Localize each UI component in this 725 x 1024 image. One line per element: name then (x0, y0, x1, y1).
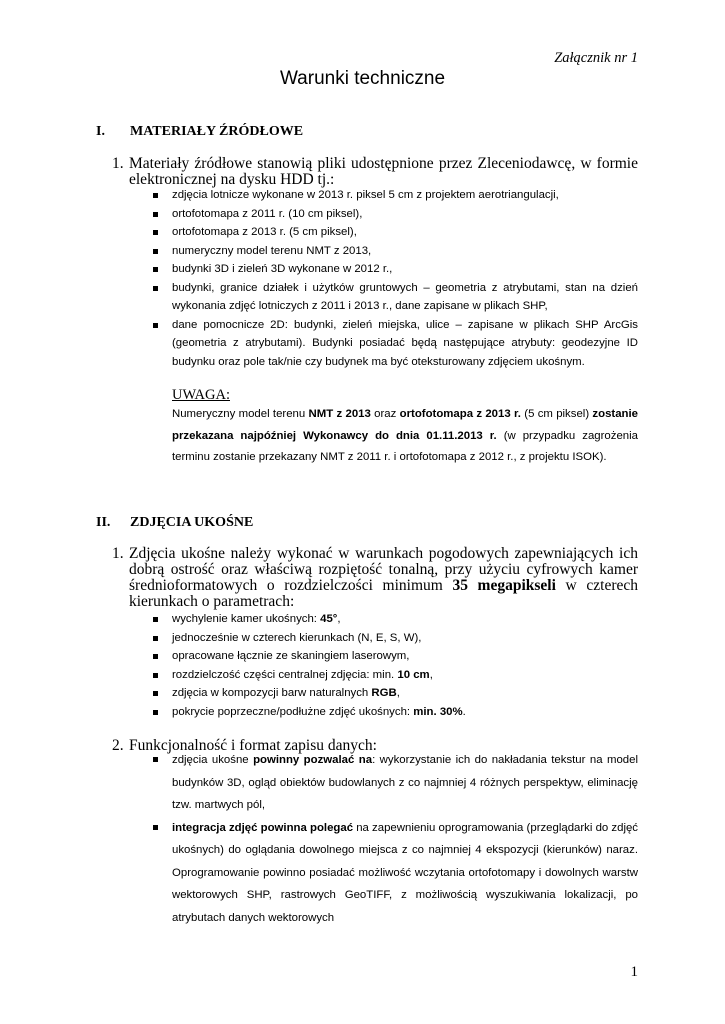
source-materials-list (150, 186, 638, 371)
section-2-heading (96, 515, 253, 531)
paragraph-number: 1. (112, 155, 124, 172)
paragraph-text (112, 546, 638, 610)
list-item: numeryczny model terenu NMT z 2013, (150, 242, 638, 261)
note-bold-part: NMT z 2013 (308, 408, 371, 420)
paragraph-text: Funkcjonalność i format zapisu danych: (129, 737, 377, 754)
paragraph-text-part: w czterech kierunkach o parametrach: (129, 577, 638, 610)
paragraph-number: 1. (112, 545, 124, 562)
list-item: ortofotomapa z 2013 r. (5 cm piksel), (150, 223, 638, 242)
section-1-paragraph-1 (112, 156, 638, 188)
section-2-title: ZDJĘCIA UKOŚNE (130, 515, 254, 530)
paragraph-text-part: Zdjęcia ukośne należy wykonać w warunkach pogodowych zapewniających ich dobrą ostrość oraz właściwą rozpiętość tonalną, przy użyciu cyfrowych kamer średnioformatowych o rozdzielczości minimum (129, 545, 638, 594)
list-item: pokrycie poprzeczne/podłużne zdjęć ukośnych: min. 30%. (150, 703, 638, 722)
page-number: 1 (630, 964, 638, 980)
list-item: budynki, granice działek i użytków gruntowych – geometria z atrybutami, stan na dzień wykonania zdjęć lotniczych z 2011 i 2013 r., dane zapisane w plikach SHP, (150, 279, 638, 316)
list-item: zdjęcia lotnicze wykonane w 2013 r. piksel 5 cm z projektem aerotriangulacji, (150, 186, 638, 205)
page-title: Warunki techniczne (279, 68, 446, 89)
paragraph-number: 2. (112, 737, 124, 754)
note-bold-part: zostanie przekazana najpóźniej Wykonawcy do dnia 01.11.2013 r. (172, 408, 638, 442)
list-item: jednocześnie w czterech kierunkach (N, E, S, W), (150, 629, 638, 648)
list-item: wychylenie kamer ukośnych: 45°, (150, 610, 638, 629)
note-text-part: (5 cm piksel) (520, 408, 593, 420)
section-1-title: MATERIAŁY ŹRÓDŁOWE (130, 124, 304, 139)
section-1-number: I. (96, 124, 105, 139)
note-text-part: oraz (370, 408, 400, 420)
note-text (172, 404, 638, 469)
list-item: zdjęcia ukośne powinny pozwalać na: wykorzystanie ich do nakładania tekstur na model budynków 3D, ogląd obiektów budowlanych z co najmniej 4 różnych perspektyw, eliminację tzw. martwych pól, (150, 749, 638, 817)
list-item: integracja zdjęć powinna polegać na zapewnieniu oprogramowania (przeglądarki do zdjęć ukośnych) do oglądania dowolnego miejsca z co najmniej 4 ekspozycji (kierunków) naraz. Oprogramowanie powinno posiadać możliwość wczytania ortofotomapy i dowolnych warstw wektorowych SHP, rastrowych GeoTIFF, z możliwością wyszukiwania lokalizacji, po atrybutach danych wektorowych (150, 817, 638, 930)
camera-parameters-list (150, 610, 638, 721)
attachment-label: Załącznik nr 1 (554, 50, 638, 66)
list-item: opracowane łącznie ze skaningiem laserowym, (150, 647, 638, 666)
paragraph-bold-part: 35 megapikseli (452, 577, 556, 594)
list-item: dane pomocnicze 2D: budynki, zieleń miejska, ulice – zapisane w plikach SHP ArcGis (geometria z atrybutami). Budynki posiadać będą następujące atrybuty: geodezyjne ID budynku oraz pole tak/nie czy budynek ma być oteksturowany zdjęciem ukośnym. (150, 316, 638, 372)
note-bold-part: ortofotomapa z 2013 r. (399, 408, 521, 420)
functionality-list (150, 749, 638, 929)
list-item: zdjęcia w kompozycji barw naturalnych RGB, (150, 684, 638, 703)
paragraph-text: Materiały źródłowe stanowią pliki udostępnione przez Zleceniodawcę, w formie elektronicznej na dysku HDD tj.: (129, 155, 638, 188)
section-2-number: II. (96, 515, 111, 530)
section-2-paragraph-1 (112, 546, 638, 610)
note-text-part: Numeryczny model terenu (172, 408, 309, 420)
note-heading: UWAGA: (172, 387, 230, 403)
list-item: rozdzielczość części centralnej zdjęcia: min. 10 cm, (150, 666, 638, 685)
list-item: budynki 3D i zieleń 3D wykonane w 2012 r., (150, 260, 638, 279)
section-1-heading (96, 124, 303, 140)
list-item: ortofotomapa z 2011 r. (10 cm piksel), (150, 205, 638, 224)
note-text-part: (w przypadku zagrożenia terminu zostanie przekazany NMT z 2011 r. i ortofotomapa z 2012 r., z projektu ISOK). (172, 429, 638, 463)
